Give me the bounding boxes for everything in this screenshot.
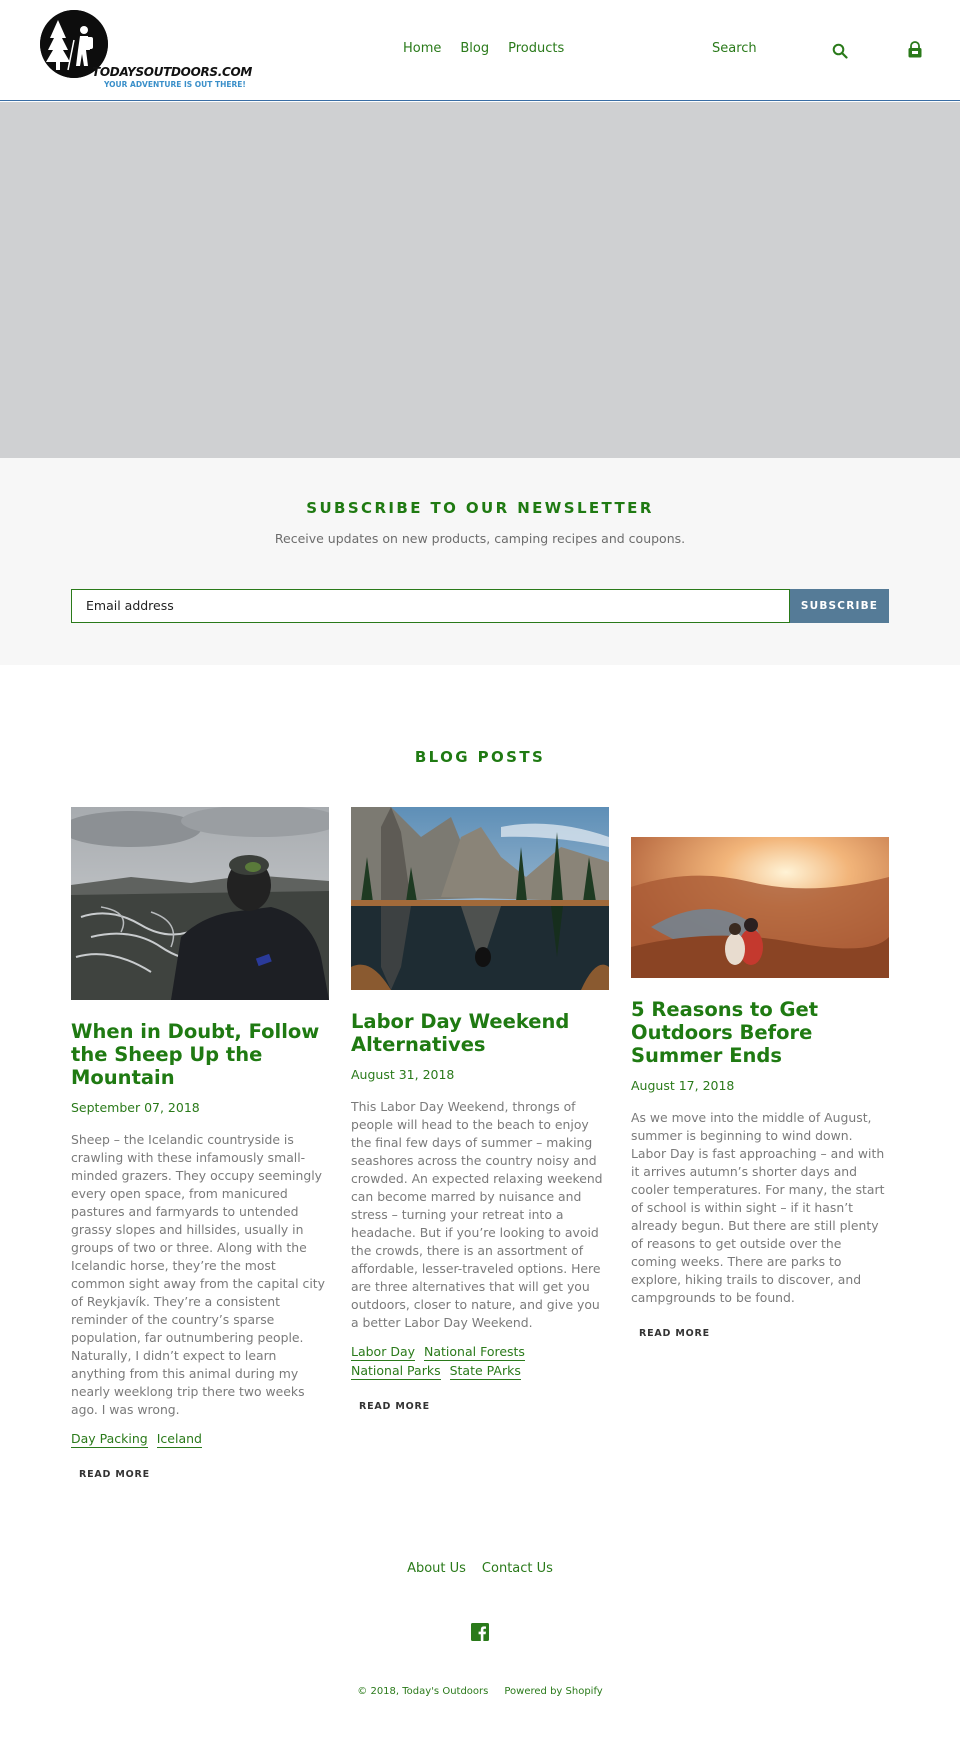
site-header (0, 0, 960, 101)
post-image-canyon-sunset[interactable] (631, 807, 889, 978)
email-field[interactable]: Email address (71, 589, 790, 623)
post-excerpt: This Labor Day Weekend, throngs of people will head to the beach to enjoy the final few days of summer – making seashores across the country noisy and crowded. An expected relaxing weekend can become marred by nuisance and stress – turning your retreat into a headache. But if you’re looking to avoid the crowds, there is an assortment of affordable, lesser-traveled options. Here are three alternatives that will get you outdoors, closer to nature, and give you a better Labor Day Weekend. (351, 1099, 603, 1330)
copyright-text[interactable]: © 2018, Today's Outdoors (357, 1686, 489, 1697)
hero-banner (0, 102, 960, 458)
post-date: August 31, 2018 (351, 1067, 455, 1082)
tag-link[interactable]: Iceland (156, 1431, 202, 1446)
site-logo[interactable] (40, 10, 253, 90)
subscribe-button[interactable]: SUBSCRIBE (790, 589, 889, 623)
tag-link[interactable]: National Forests (424, 1344, 525, 1359)
newsletter-title: SUBSCRIBE TO OUR NEWSLETTER (306, 499, 654, 517)
read-more-button[interactable]: READ MORE (639, 1328, 710, 1339)
cart-icon[interactable] (906, 41, 924, 59)
logo-tagline: YOUR ADVENTURE IS OUT THERE! (104, 80, 246, 89)
post-tags (351, 1342, 609, 1380)
tag-link[interactable]: National Parks (351, 1363, 441, 1378)
newsletter-section (0, 458, 960, 665)
post-title[interactable]: Labor Day Weekend Alternatives (351, 1010, 570, 1056)
post-date: September 07, 2018 (71, 1100, 200, 1115)
blog-post (71, 807, 329, 1481)
facebook-icon[interactable] (471, 1623, 489, 1641)
nav-home[interactable]: Home (403, 41, 442, 56)
post-image-hiker-iceland[interactable] (71, 807, 329, 1000)
post-title[interactable]: 5 Reasons to Get Outdoors Before Summer Ends (631, 998, 819, 1067)
newsletter-subtitle: Receive updates on new products, camping recipes and coupons. (274, 531, 686, 546)
nav-products[interactable]: Products (508, 41, 565, 56)
search-placeholder: Search (712, 41, 757, 56)
post-excerpt: As we move into the middle of August, summer is beginning to wind down. Labor Day is fast approaching – and with it arrives autumn’s shorter days and cooler temperatures. For many, the start of school is within sight – if it hasn’t already begun. But there are still plenty of reasons to get outside over the coming weeks. There are parks to explore, hiking trails to discover, and campgrounds to be found. (631, 1110, 885, 1305)
powered-by-link[interactable]: Powered by Shopify (504, 1686, 603, 1697)
post-image-yosemite-lake[interactable] (351, 807, 609, 990)
search-icon[interactable] (832, 43, 848, 59)
search-input[interactable] (712, 40, 852, 62)
blog-post (351, 807, 609, 1413)
footer-links (0, 1561, 960, 1576)
tag-link[interactable]: Day Packing (71, 1431, 148, 1446)
footer-link-contact[interactable]: Contact Us (481, 1561, 553, 1576)
logo-text: TODAYSOUTDOORS.COM (92, 65, 253, 79)
post-date: August 17, 2018 (631, 1078, 735, 1093)
tag-link[interactable]: Labor Day (351, 1344, 416, 1359)
post-title[interactable]: When in Doubt, Follow the Sheep Up the Mountain (71, 1020, 320, 1089)
tag-link[interactable]: State PArks (449, 1363, 521, 1378)
nav-blog[interactable]: Blog (460, 41, 490, 56)
footer-link-about[interactable]: About Us (407, 1561, 466, 1576)
copyright-bar (0, 1686, 960, 1697)
blog-section-title: BLOG POSTS (414, 748, 546, 766)
post-tags (71, 1429, 329, 1448)
read-more-button[interactable]: READ MORE (359, 1401, 430, 1412)
read-more-button[interactable]: READ MORE (79, 1469, 150, 1480)
blog-post (631, 807, 889, 1340)
post-excerpt: Sheep – the Icelandic countryside is crawling with these infamously small-minded grazers. They occupy seemingly every open space, from manicured pastures and farmyards to untended grassy slopes and hillsides, usually in groups of two or three. Along with the Icelandic horse, they’re the most common sight away from the capital city of Reykjavík. They’re a consistent reminder of the country’s sparse population, far outnumbering people. Naturally, I didn’t expect to learn anything from this animal during my nearly weeklong trip there two weeks ago. I was wrong. (71, 1132, 325, 1417)
main-nav (403, 41, 564, 56)
